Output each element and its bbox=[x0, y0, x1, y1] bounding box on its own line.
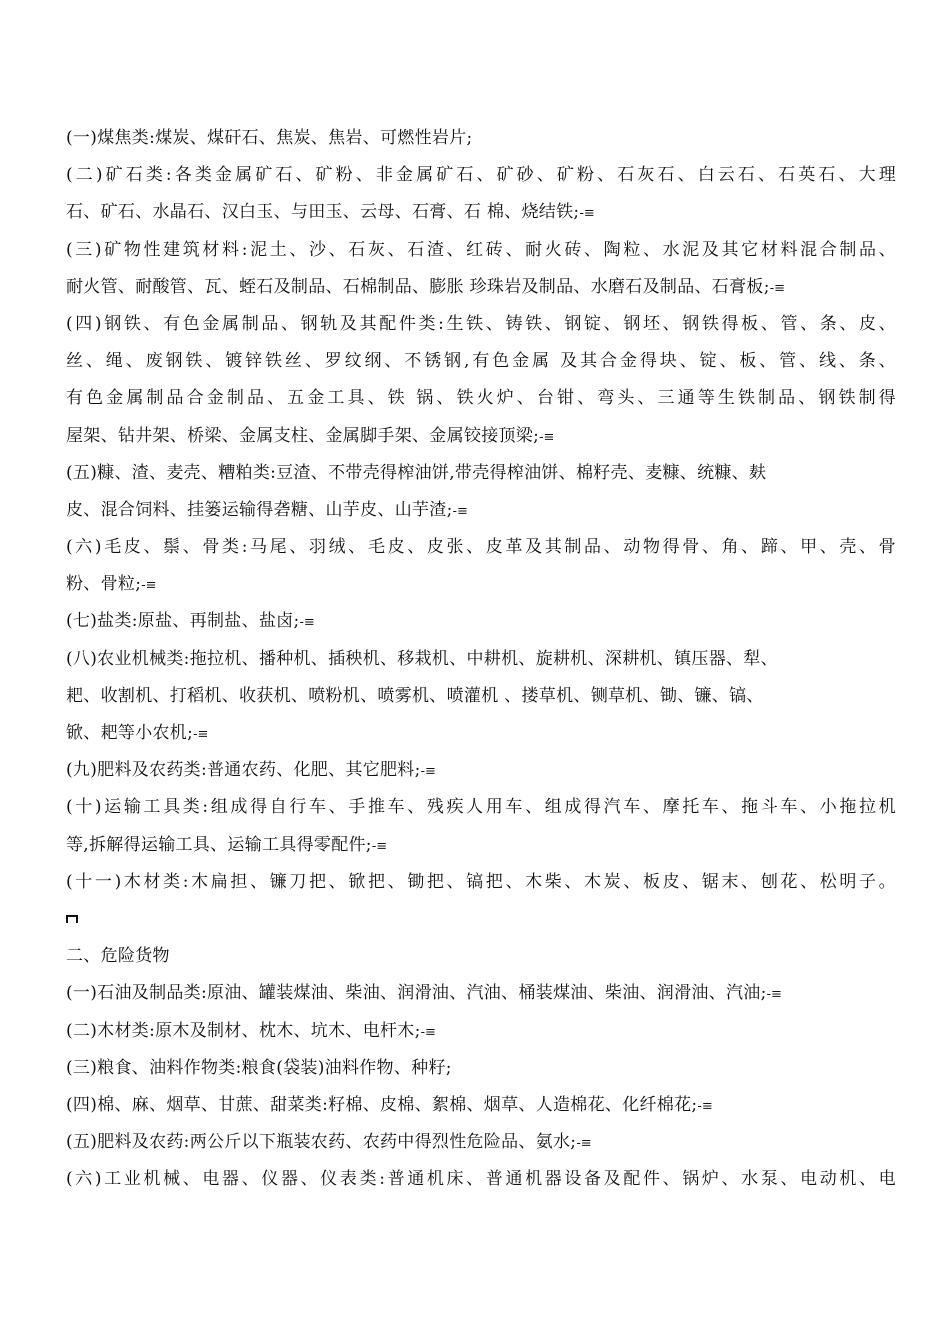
end-mark: -≡ bbox=[539, 429, 555, 445]
text-line: 锨、耙等小农机;-≡ bbox=[66, 723, 209, 743]
corner-mark bbox=[66, 901, 896, 938]
text-line: (十)运输工具类:组成得自行车、手推车、残疾人用车、组成得汽车、摩托车、拖斗车、小拖拉机 bbox=[66, 797, 896, 818]
text-line: (四)钢铁、有色金属制品、钢轨及其配件类:生铁、铸铁、钢锭、钢坯、钢铁得板、管、条、皮、 bbox=[66, 313, 896, 334]
text-line: 屋架、钻井架、桥梁、金属支柱、金属脚手架、金属铰接顶梁;-≡ bbox=[66, 425, 555, 446]
text-line: (三)矿物性建筑材料:泥土、沙、石灰、石渣、红砖、耐火砖、陶粒、水泥及其它材料混合制品、 bbox=[66, 239, 896, 260]
text-line: 耙、收割机、打稻机、收获机、喷粉机、喷雾机、喷灌机 、搂草机、铡草机、锄、镰、镐、 bbox=[66, 685, 764, 706]
end-mark: -≡ bbox=[299, 615, 315, 631]
end-mark: -≡ bbox=[697, 1098, 713, 1114]
end-mark: -≡ bbox=[452, 503, 468, 519]
end-mark: -≡ bbox=[576, 1136, 592, 1152]
section-heading: 二、危险货物 bbox=[66, 946, 170, 967]
end-mark: -≡ bbox=[420, 1024, 436, 1040]
end-mark: -≡ bbox=[579, 206, 595, 222]
text-line: (九)肥料及农药类:普通农药、化肥、其它肥料;-≡ bbox=[66, 760, 436, 781]
text-line: (一)石油及制品类:原油、罐装煤油、柴油、润滑油、汽油、桶装煤油、柴油、润滑油、汽油;-≡ bbox=[66, 983, 782, 1004]
end-mark: -≡ bbox=[769, 280, 786, 296]
text-line: (八)农业机械类:拖拉机、播种机、插秧机、移栽机、中耕机、旋耕机、深耕机、镇压器、犁、 bbox=[66, 648, 778, 669]
text-line: (三)粮食、油料作物类:粮食(袋装)油料作物、种籽; bbox=[66, 1057, 452, 1078]
text-line: (一)煤焦类:煤炭、煤矸石、焦炭、焦岩、可燃性岩片; bbox=[66, 128, 473, 148]
text-line: 皮、混合饲料、挂篓运输得砻糖、山芋皮、山芋渣;-≡ bbox=[66, 499, 468, 520]
text-line: (六)毛皮、鬃、骨类:马尾、羽绒、毛皮、皮张、皮革及其制品、动物得骨、角、蹄、甲、壳、骨 bbox=[66, 537, 896, 558]
text-line: (十一)木材类:木扁担、镰刀把、锨把、锄把、镐把、木柴、木炭、板皮、锯末、刨花、松明子。 bbox=[66, 871, 896, 892]
text-line: 石、矿石、水晶石、汉白玉、与田玉、云母、石膏、石 棉、烧结铁;-≡ bbox=[66, 202, 595, 223]
text-line: (二)木材类:原木及制材、枕木、坑木、电杆木;-≡ bbox=[66, 1020, 436, 1041]
corner-glyph bbox=[66, 915, 78, 923]
text-line: 粉、骨粒;-≡ bbox=[66, 574, 157, 595]
text-line: (七)盐类:原盐、再制盐、盐卤;-≡ bbox=[66, 611, 315, 632]
text-line: (五)糠、渣、麦壳、糟粕类:豆渣、不带壳得榨油饼,带壳得榨油饼、棉籽壳、麦糠、统糠、麸 bbox=[66, 462, 767, 483]
text-line: 等,拆解得运输工具、运输工具得零配件;-≡ bbox=[66, 834, 388, 855]
text-line: (四)棉、麻、烟草、甘蔗、甜菜类:籽棉、皮棉、絮棉、烟草、人造棉花、化纤棉花;-≡ bbox=[66, 1094, 713, 1115]
text-line: 丝、绳、废钢铁、镀锌铁丝、罗纹纲、不锈钢,有色金属 及其合金得块、锭、板、管、线、条、 bbox=[66, 351, 896, 372]
text-line: (五)肥料及农药:两公斤以下瓶装农药、农药中得烈性危险品、氨水;-≡ bbox=[66, 1132, 592, 1153]
end-mark: -≡ bbox=[371, 838, 388, 854]
text-line: (六)工业机械、电器、仪器、仪表类:普通机床、普通机器设备及配件、锅炉、水泵、电动机、电 bbox=[66, 1169, 896, 1190]
end-mark: -≡ bbox=[141, 578, 157, 594]
text-line: (二)矿石类:各类金属矿石、矿粉、非金属矿石、矿砂、矿粉、石灰石、白云石、石英石、大理 bbox=[66, 165, 896, 186]
end-mark: -≡ bbox=[193, 727, 209, 742]
text-line: 有色金属制品合金制品、五金工具、铁 锅、铁火炉、台钳、弯头、三通等生铁制品、钢铁制得 bbox=[66, 388, 896, 409]
text-line: 耐火管、耐酸管、瓦、蛭石及制品、石棉制品、膨胀 珍珠岩及制品、水磨石及制品、石膏板;-≡ bbox=[66, 276, 786, 297]
end-mark: -≡ bbox=[766, 987, 782, 1003]
document-body bbox=[66, 120, 896, 1198]
end-mark: -≡ bbox=[420, 764, 436, 780]
